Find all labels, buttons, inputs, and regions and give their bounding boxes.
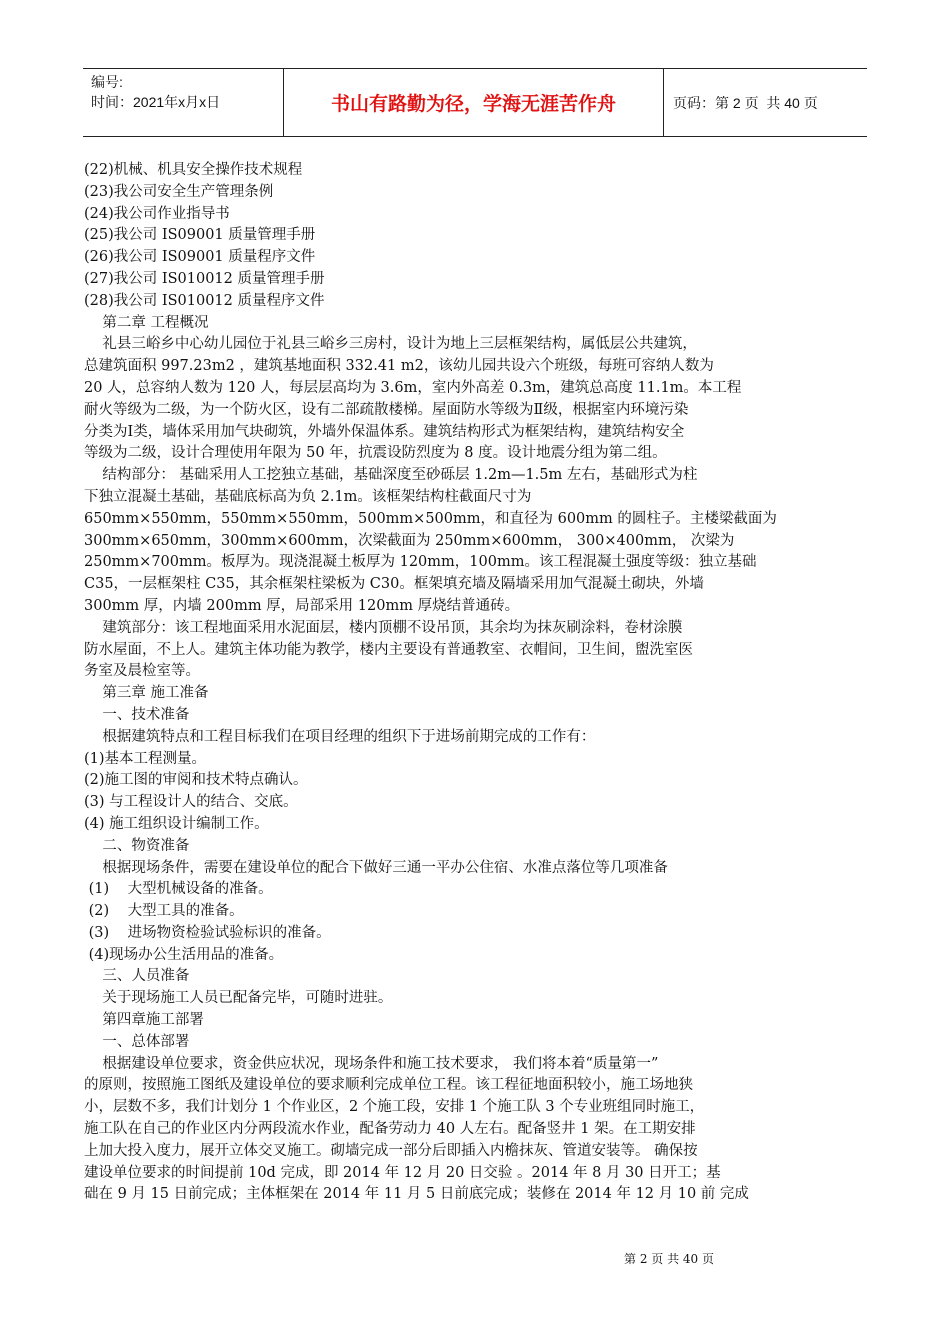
text-line: 第三章 施工准备 [84, 685, 209, 702]
text-line: 三、人员准备 [84, 968, 190, 985]
text-line: 关于现场施工人员已配备完毕，可随时进驻。 [84, 990, 393, 1007]
text-line: 防水屋面，不上人。建筑主体功能为教学，楼内主要设有普通教室、衣帽间，卫生间，盥洗室医 [84, 641, 693, 658]
text-line: 650mm×550mm，550mm×550mm，500mm×500mm，和直径为 600mm 的圆柱子。主楼梁截面为 [84, 510, 777, 527]
text-line: 一、技术准备 [84, 706, 190, 723]
text-line: 建设单位要求的时间提前 10d 完成，即 2014 年 12 月 20 日交验 。2014 年 8 月 30 日开工；基 [84, 1164, 721, 1181]
header-meta [91, 72, 220, 112]
text-line: 小，层数不多，我们计划分 1 个作业区，2 个施工段，安排 1 个施工队 3 个专业班组同时施工， [84, 1099, 705, 1116]
text-line: 根据现场条件，需要在建设单位的配合下做好三通一平办公住宿、水准点落位等几项准备 [84, 859, 668, 876]
text-line: 根据建设单位要求，资金供应状况，现场条件和施工技术要求， 我们将本着“质量第一” [84, 1055, 659, 1072]
text-line: 耐火等级为二级，为一个防火区，设有二部疏散楼梯。屋面防水等级为Ⅱ级，根据室内环境污染 [84, 401, 689, 418]
text-line: 的原则，按照施工图纸及建设单位的要求顺利完成单位工程。该工程征地面积较小，施工场地狭 [84, 1077, 693, 1094]
page-footer: 第 2 页 共 40 页 [624, 1252, 714, 1266]
text-line: (4)现场办公生活用品的准备。 [84, 946, 284, 963]
document-number-label: 编号: [91, 74, 123, 90]
text-line: 一、总体部署 [84, 1033, 190, 1050]
text-line: (3) 与工程设计人的结合、交底。 [84, 794, 298, 811]
text-line: 结构部分： 基础采用人工挖独立基础，基础深度至砂砾层 1.2m—1.5m 左右，基础形式为柱 [84, 467, 698, 484]
text-line: 第四章施工部署 [84, 1012, 204, 1029]
text-line: 二、物资准备 [84, 837, 190, 854]
text-line: C35，一层框架柱 C35，其余框架柱梁板为 C30。框架填充墙及隔墙采用加气混凝土砌块，外墙 [84, 576, 704, 593]
text-line: (1) 大型机械设备的准备。 [84, 881, 273, 898]
text-line: 300mm 厚，内墙 200mm 厚，局部采用 120mm 厚烧结普通砖。 [84, 597, 520, 614]
text-line: 250mm×700mm。板厚为。现浇混凝土板厚为 120mm，100mm。该工程混凝土强度等级：独立基础 [84, 554, 757, 571]
text-line: 上加大投入度力，展开立体交叉施工。砌墙完成一部分后即插入内檐抹灰、管道安装等。 确保按 [84, 1142, 698, 1159]
text-line: 分类为Ⅰ类，墙体采用加气块砌筑，外墙外保温体系。建筑结构形式为框架结构，建筑结构安全 [84, 423, 685, 440]
text-line: (26)我公司 IS09001 质量程序文件 [84, 249, 316, 266]
document-body [84, 160, 884, 1206]
text-line: 施工队在自己的作业区内分两段流水作业，配备劳动力 40 人左右。配备竖井 1 架。在工期安排 [84, 1121, 696, 1138]
text-line: 礼县三峪乡中心幼儿园位于礼县三峪乡三房村，设计为地上三层框架结构，属低层公共建筑， [84, 336, 697, 353]
text-line: (3) 进场物资检验试验标识的准备。 [84, 924, 331, 941]
text-line: 务室及晨检室等。 [84, 663, 200, 680]
text-line: (2)施工图的审阅和技术特点确认。 [84, 772, 308, 789]
text-line: (24)我公司作业指导书 [84, 205, 230, 222]
text-line: (22)机械、机具安全操作技术规程 [84, 162, 303, 178]
text-line: (27)我公司 IS010012 质量管理手册 [84, 270, 325, 287]
text-line: 根据建筑特点和工程目标我们在项目经理的组织下于进场前期完成的工作有： [84, 728, 596, 745]
text-line: 20 人，总容纳人数为 120 人，每层层高均为 3.6m，室内外高差 0.3m，建筑总高度 11.1m。本工程 [84, 379, 742, 396]
text-line: 下独立混凝土基础，基础底标高为负 2.1m。该框架结构柱截面尺寸为 [84, 488, 532, 505]
header-motto: 书山有路勤为径，学海无涯苦作舟 [283, 69, 664, 136]
text-line: (1)基本工程测量。 [84, 750, 207, 767]
text-line: (2) 大型工具的准备。 [84, 903, 244, 920]
text-line: 第二章 工程概况 [84, 314, 209, 331]
text-line: 总建筑面积 997.23m2 ，建筑基地面积 332.41 m2，该幼儿园共设六个班级，每班可容纳人数为 [84, 358, 714, 375]
text-line: (4) 施工组织设计编制工作。 [84, 815, 269, 832]
text-line: 建筑部分：该工程地面采用水泥面层，楼内顶棚不设吊顶，其余均为抹灰刷涂料，卷材涂膜 [84, 619, 683, 636]
document-time-label: 时间：2021年x月x日 [91, 94, 221, 110]
text-line: 300mm×650mm，300mm×600mm，次梁截面为 250mm×600mm， 300×400mm， 次梁为 [84, 532, 735, 549]
text-line: 等级为二级，设计合理使用年限为 50 年，抗震设防烈度为 8 度。设计地震分组为第二组。 [84, 445, 667, 462]
text-line: (23)我公司安全生产管理条例 [84, 183, 274, 200]
text-line: (25)我公司 IS09001 质量管理手册 [84, 227, 316, 244]
page-header [83, 68, 867, 137]
text-line: (28)我公司 IS010012 质量程序文件 [84, 292, 325, 309]
header-page-number: 页码：第 2 页 共 40 页 [673, 94, 818, 111]
text-line: 础在 9 月 15 日前完成；主体框架在 2014 年 11 月 5 日前底完成；装修在 2014 年 12 月 10 前 完成 [84, 1186, 749, 1203]
